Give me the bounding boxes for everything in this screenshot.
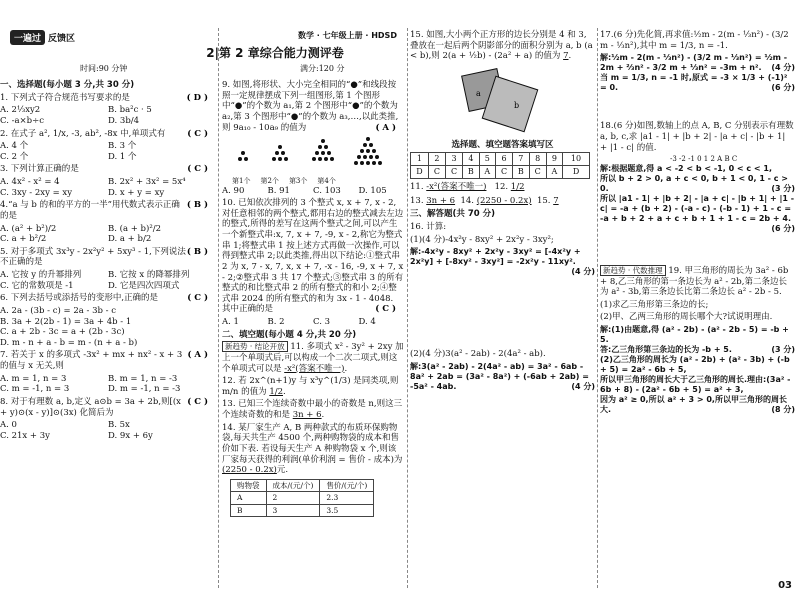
question-5-options: A. 它按 y 的升幂排列 B. 它按 x 的降幂排列 C. 它的常数项是 -1 D. 它是四次四项式 xyxy=(0,270,190,291)
question-7: ( A ) 7. 若关于 x 的多项式 -3x² + mx + nx² - x + 3 的值与 x 无关,则 xyxy=(0,350,208,371)
section-heading: 三、解答题(共 70 分) xyxy=(410,209,496,220)
question-9-options: A. 90 B. 91 C. 103 D. 105 xyxy=(222,185,387,196)
question-19-part-1: (1)求乙三角形第三条边的长; xyxy=(600,299,709,310)
question-19: 新趋势 · 代数推理 19. 甲三角形的周长为 3a² - 6b + 8,乙三角形的第一条边长为 a² - 2b,第二条边长为 a² - 3b,第三条边长比第二条边长 a² - 2b - 5. xyxy=(600,265,789,298)
question-11: 新趋势 · 结论开放 11. 多项式 x² - 3y² + 2xy 加上一个单项式后,可以构成一个二次二项式,则这个单项式可以是 -x²(答案不唯一). xyxy=(222,342,404,374)
question-16-2-solution: 解:3(a² - 2ab) - 2(4a² - ab) = 3a² - 6ab - 8a² + 2ab = (3a² - 8a²) + (-6ab + 2ab) = -5a² - 4ab. (4 分) xyxy=(410,361,595,391)
question-19-solution: 解:(1)由题意,得 (a² - 2b) - (a² - 2b - 5) = -b + 5. 答:乙三角形第三条边的长为 -b + 5. (3 分) (2)乙三角形的周长为 (a² - 2b) + (a² - 3b) + (-b + 5) = 2a² - 6b + 5, 所以甲三角形的周长大于乙三角形的周长.理由:(3a² - 6b + 8) - (2a² - 6b + 5) = a² + 3, 因为 a² ≥ 0,所以 a² + 3 > 0,所以甲三角形的周长大. (8 分) xyxy=(600,325,795,414)
section-heading: 一、选择题(每小题 3 分,共 30 分) xyxy=(0,80,135,90)
page-number: 03 xyxy=(778,580,792,591)
question-1-options: A. 2⅓xy2 B. ba²c · 5 C. -a×b÷c D. 3b/4 xyxy=(0,105,152,126)
question-13: 13. 已知三个连续奇数中最小的奇数是 n,则这三个连续奇数的和是 3n + 6. xyxy=(222,399,403,420)
question-10: 10. 已知依次排列的 3 个整式 x, x + 7, x - 2,对任意相邻的两个整式,都用右边的整式减去左边的整式,所得的差写在这两个整式之间,可以产生一个新整式串:x, 7, x + 7, -9, x - 2,称它为整式串 1;将整式串 1 按上述方式再做一次操作,可以得到整式串 2;以此类推,得出以下结论:①整式串 2 为 x, 7 - x, 7, x, x + 7, -x - 16, -9, x + 7, x - 2;②整式串 3 共 17 个整式;③整式串 3 的所有整式的和比整式串 2 的所有整式的和小 2;④整式串 2024 的所有整式的和为 3x - 1 - 4048. 其中正确的是 ( C ) xyxy=(222,198,404,315)
question-4-options: A. (a² + b²)/2 B. (a + b)²/2 C. a + b²/2 D. a + b/2 xyxy=(0,223,161,245)
column-1 xyxy=(0,78,216,441)
question-8-options: A. 0 B. 5x C. 21x + 3y D. 9x + 6y xyxy=(0,420,153,441)
column-divider xyxy=(407,28,408,588)
svg-text:a: a xyxy=(476,88,481,98)
column-4 xyxy=(600,28,795,415)
question-16-part-2: (2)(4 分)3(a² - 2ab) - 2(4a² - ab). xyxy=(410,349,546,360)
question-17-solution: 解:½m - 2(m - ⅓n²) - (3/2 m - ⅓n²) = ½m - 2m + ⅔n² - 3/2 m + ⅓n² = -3m + n². (4 分) xyxy=(600,53,795,73)
column-divider xyxy=(218,28,219,588)
time-limit: 时间:90 分钟 xyxy=(80,64,128,73)
answer-key-table: 1 2 3 4 5 6 7 8 9 10 D C C B A C B C A D xyxy=(410,152,590,179)
trend-tag: 新趋势 · 结论开放 xyxy=(222,341,288,352)
column-divider xyxy=(597,28,598,588)
question-18-solution: 解:根据题意,得 a < -2 < b < -1, 0 < c < 1, 所以 b + 2 > 0, a + c < 0, b + 1 < 0, 1 - c > 0. (3 分) 所以 |a1 - 1| + |b + 2| - |a + c| - |b + 1| + |1 - c| = -a + (b + 2) - (-a - c) - (-b - 1) + 1 - c = -a + b + 2 + a + c + b + 1 + 1 - c = 2b + 4. (6 分) xyxy=(600,163,795,233)
question-10-options: A. 1 B. 2 C. 3 D. 4 xyxy=(222,317,376,327)
full-score: 满分:120 分 xyxy=(300,64,345,73)
question-15: 15. 如图,大小两个正方形的边长分别是 4 和 3,叠放在一起后两个阴影部分的面积分别为 a, b (a < b),则 2(a + ½b) - (2a² + a) 的值为 7. xyxy=(410,30,593,62)
column-3 xyxy=(410,28,595,392)
question-6-options: A. 2a - (3b - c) = 2a - 3b - c B. 3a + 2(2b - 1) = 3a + 4b - 1 C. a + 2b - 3c = a + (2b - 3c) D. m - n + a - b = m - (n + a - b) xyxy=(0,305,138,348)
number-line: -3 -2 -1 0 1 2 A B C xyxy=(670,155,738,164)
fill-answers-row-2: 13. 3n + 6 14. (2250 - 0.2x) 15. 7 xyxy=(410,195,559,206)
question-9-figure xyxy=(222,135,404,185)
figure-labels: 第1个 第2个 第3个 第4个 xyxy=(232,176,336,185)
question-4: ( B ) 4.“a 与 b 的和的平方的一半”用代数式表示正确的是 xyxy=(0,200,208,221)
question-3: ( C ) 3. 下列计算正确的是 xyxy=(0,164,208,175)
question-2: ( C ) 2. 在式子 a², 1/x, -3, ab², -8x 中,单项式有 xyxy=(0,128,208,139)
question-16: 16. 计算: xyxy=(410,222,447,232)
question-6: ( C ) 6. 下列去括号或添括号的变形中,正确的是 xyxy=(0,293,208,304)
question-2-options: A. 4 个 B. 3 个 C. 2 个 D. 1 个 xyxy=(0,141,137,162)
subject-label: 数学 · 七年级上册 · HDSD xyxy=(298,31,397,40)
question-16-part-1: (1)(4 分)-4x²y - 8xy² + 2x²y - 3xy²; xyxy=(410,234,554,245)
section-heading: 二、填空题(每小题 4 分,共 20 分) xyxy=(222,329,357,340)
svg-text:b: b xyxy=(514,100,520,110)
question-17-solution-2: 当 m = 1/3, n = -1 时,原式 = -3 × 1/3 + (-1)² = 0. (6 分) xyxy=(600,73,795,93)
trend-tag: 新趋势 · 代数推理 xyxy=(600,265,666,276)
question-5: ( B ) 5. 对于多项式 3x³y - 2x²y² + 5xy³ - 1,下列说法不正确的是 xyxy=(0,246,208,268)
page-title: 2|第 2 章综合能力测评卷 xyxy=(206,46,344,60)
brand-section-label: 反馈区 xyxy=(48,34,76,44)
question-18: 18.(6 分)如图,数轴上的点 A, B, C 分别表示有理数 a, b, c,求 |a1 - 1| + |b + 2| - |a + c| - |b + 1| + |1 - c| 的值. xyxy=(600,121,794,153)
brand-logo: 一遍过 xyxy=(10,30,45,45)
question-3-options: A. 4x² - x² = 4 B. 2x² + 3x² = 5x⁴ C. 3xy - 2xy = xy D. x + y = xy xyxy=(0,177,186,198)
dot-pattern-figure xyxy=(222,135,402,169)
question-12: 12. 若 2x^(n+1)y 与 x³y^(1/3) 是同类项,则 m/n 的值为 1/2. xyxy=(222,376,399,397)
question-9: 9. 如图,将形状、大小完全相同的“●”和线段按照一定规律摆成下列一组图形,第 1 个图形中“●”的个数为 a₁,第 2 个图形中“●”的个数为 a₂,第 3 个图形中“●”的个数为 a₃,…,以此类推,则 9a₁₀ - 10a₉ 的值为 ( A ) xyxy=(222,80,399,133)
fill-answers-row-1: 11. -x²(答案不唯一) 12. 1/2 xyxy=(410,182,525,193)
column-2 xyxy=(222,78,404,517)
question-16-1-solution: 解:-4x²y - 8xy² + 2x²y - 3xy² = [-4x²y + 2x²y] + [-8xy² - 3xy²] = -2x²y - 11xy². (4 分) xyxy=(410,247,595,277)
question-7-options: A. m = 1, n = 3 B. m = 1, n = -3 C. m = -1, n = 3 D. m = -1, n = -3 xyxy=(0,373,181,395)
question-19-part-2: (2)甲、乙两三角形的周长哪个大?试说明理由. xyxy=(600,312,773,323)
price-table: 购物袋 成本/(元/个) 售价/(元/个) A 2 2.3 B 3 3.5 xyxy=(230,479,374,517)
question-1: ( D ) 1. 下列式子符合规范书写要求的是 xyxy=(0,92,208,103)
question-17: 17.(6 分)先化简,再求值:½m - 2(m - ⅓n²) - (3/2 m - ⅓n²),其中 m = 1/3, n = -1. xyxy=(600,30,789,51)
answer-key-title: 选择题、填空题答案填写区 xyxy=(451,139,554,150)
question-14: 14. 某厂家生产 A, B 两种款式的布质环保购物袋,每天共生产 4500 个,两种购物袋的成本和售价如下表. 若设每天生产 A 种购物袋 x 个,则该厂家每天获得的利润(单价利润 = 售价 - 成本)为 (2250 - 0.2x)元. xyxy=(222,422,403,476)
overlapping-squares-figure xyxy=(410,64,590,134)
question-8: ( C ) 8. 对于有理数 a, b,定义 a⊙b = 3a + 2b,则[(x + y)⊙(x - y)]⊙(3x) 化简后为 xyxy=(0,396,208,418)
